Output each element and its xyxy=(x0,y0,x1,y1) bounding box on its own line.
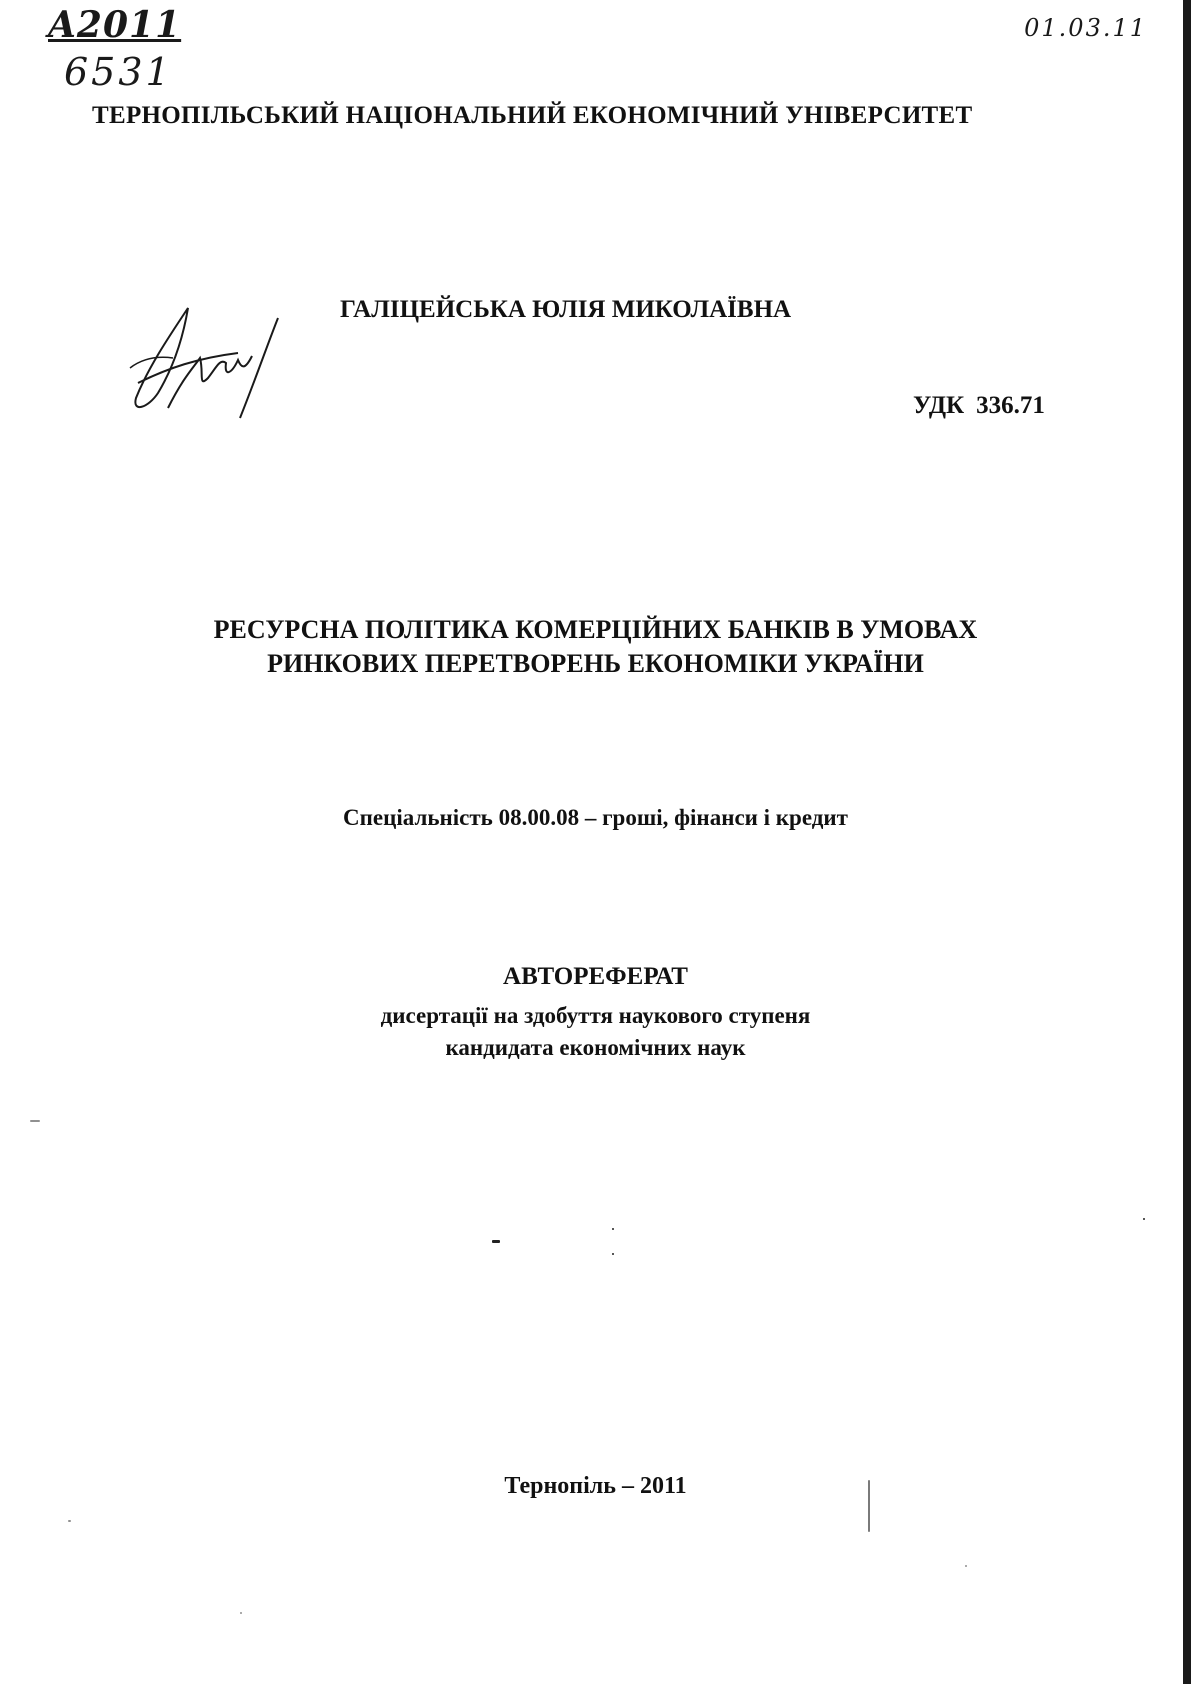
scan-speck xyxy=(612,1253,614,1255)
specialty-line: Спеціальність 08.00.08 – гроші, фінанси і кредит xyxy=(343,805,848,830)
title-line: РИНКОВИХ ПЕРЕТВОРЕНЬ ЕКОНОМІКИ УКРАЇНИ xyxy=(267,649,924,678)
scan-speck xyxy=(240,1612,242,1614)
abstract-line: кандидата економічних наук xyxy=(445,1035,746,1060)
udk-number: 336.71 xyxy=(976,392,1045,419)
abstract-subtitle xyxy=(0,1000,1191,1064)
scan-speck xyxy=(868,1480,870,1532)
scan-speck xyxy=(492,1240,500,1243)
dissertation-title xyxy=(0,613,1191,681)
scan-speck xyxy=(965,1565,967,1567)
abstract-line: дисертації на здобуття наукового ступеня xyxy=(380,1003,811,1028)
scan-speck xyxy=(30,1120,40,1122)
title-line: РЕСУРСНА ПОЛІТИКА КОМЕРЦІЙНИХ БАНКІВ В УМОВАХ xyxy=(213,615,978,644)
handwritten-date: 01.03.11 xyxy=(1024,14,1147,42)
abstract-heading: АВТОРЕФЕРАТ xyxy=(503,963,688,990)
scan-border xyxy=(1183,0,1191,1684)
scan-speck xyxy=(1143,1218,1145,1220)
author-name: ГАЛІЦЕЙСЬКА ЮЛІЯ МИКОЛАЇВНА xyxy=(340,296,792,323)
scan-speck xyxy=(612,1228,614,1230)
scan-speck xyxy=(68,1520,71,1522)
city-year: Тернопіль – 2011 xyxy=(504,1473,687,1499)
author-signature xyxy=(128,298,298,438)
handwritten-inventory-number: 6531 xyxy=(64,50,173,94)
udk-label: УДК xyxy=(913,392,965,419)
udk-code xyxy=(913,392,1045,420)
handwritten-archive-number: A2011 xyxy=(48,4,182,46)
university-name: ТЕРНОПІЛЬСЬКИЙ НАЦІОНАЛЬНИЙ ЕКОНОМІЧНИЙ УНІВЕРСИТЕТ xyxy=(92,102,973,129)
